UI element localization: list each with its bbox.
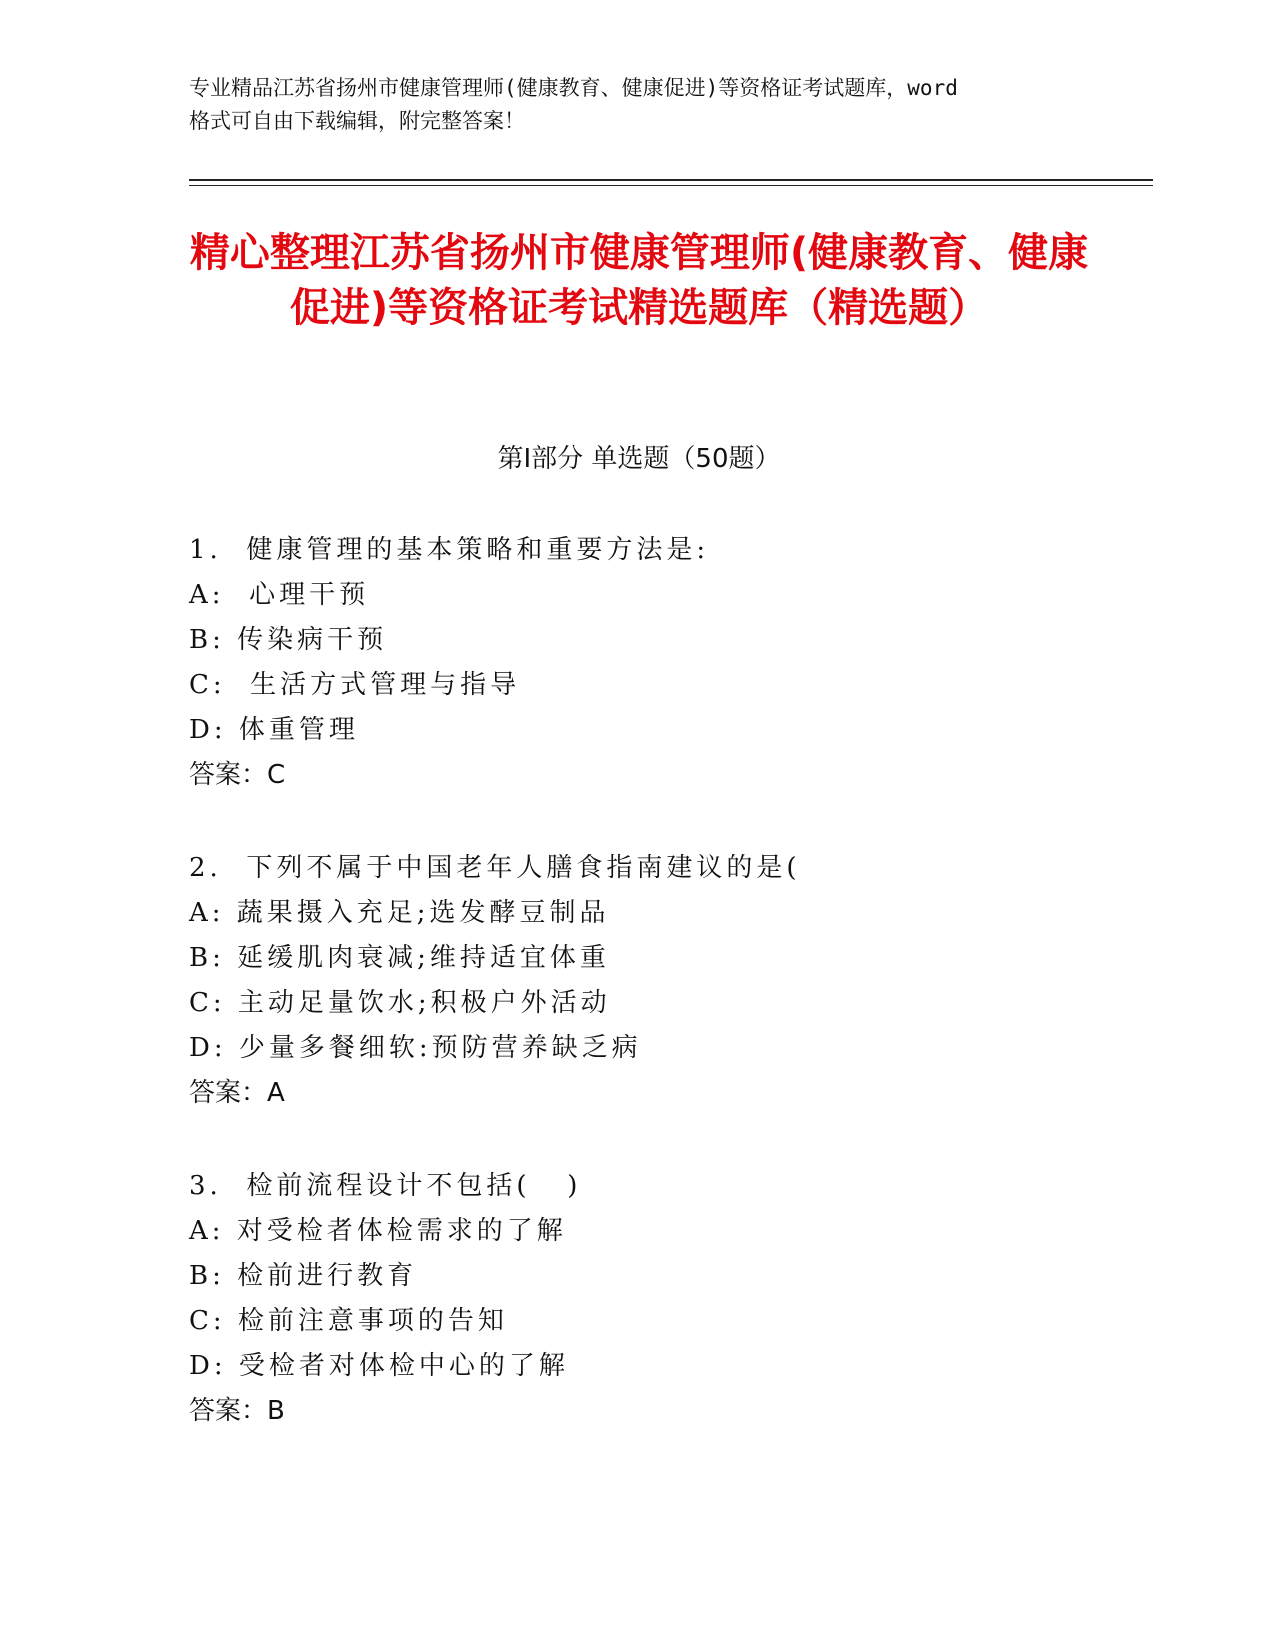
document-title: 精心整理江苏省扬州市健康管理师(健康教育、健康促进)等资格证考试精选题库（精选题） xyxy=(189,230,1089,331)
question-stem: 2. 下列不属于中国老年人膳食指南建议的是( xyxy=(189,853,801,883)
question-block xyxy=(189,1164,1089,1434)
page-header-note: 专业精品江苏省扬州市健康管理师(健康教育、健康促进)等资格证考试题库，word 格式可自由下载编辑，附完整答案！ xyxy=(189,76,958,133)
question-stem: 3. 检前流程设计不包括( ) xyxy=(189,1171,582,1201)
option-d: D: 受检者对体检中心的了解 xyxy=(189,1351,569,1381)
header-divider-thin xyxy=(189,185,1153,186)
option-d: D: 少量多餐细软:预防营养缺乏病 xyxy=(189,1033,642,1063)
option-a: A: 心理干预 xyxy=(189,580,370,610)
option-a: A: 对受检者体检需求的了解 xyxy=(189,1216,567,1246)
option-b: B: 延缓肌肉衰减;维持适宜体重 xyxy=(189,943,610,973)
question-block xyxy=(189,528,1089,798)
option-c: C: 主动足量饮水;积极户外活动 xyxy=(189,988,611,1018)
question-stem: 1. 健康管理的基本策略和重要方法是: xyxy=(189,535,710,565)
section-heading: 第Ⅰ部分 单选题（50题） xyxy=(497,444,781,474)
header-divider-thick xyxy=(189,179,1153,181)
option-a: A: 蔬果摄入充足;选发酵豆制品 xyxy=(189,898,610,928)
answer-line: 答案：C xyxy=(189,760,286,790)
question-block xyxy=(189,846,1089,1116)
option-b: B: 检前进行教育 xyxy=(189,1261,418,1291)
option-b: B: 传染病干预 xyxy=(189,625,388,655)
option-c: C: 检前注意事项的告知 xyxy=(189,1306,508,1336)
answer-line: 答案：A xyxy=(189,1078,285,1108)
answer-line: 答案：B xyxy=(189,1396,285,1426)
option-d: D: 体重管理 xyxy=(189,715,359,745)
option-c: C: 生活方式管理与指导 xyxy=(189,670,521,700)
